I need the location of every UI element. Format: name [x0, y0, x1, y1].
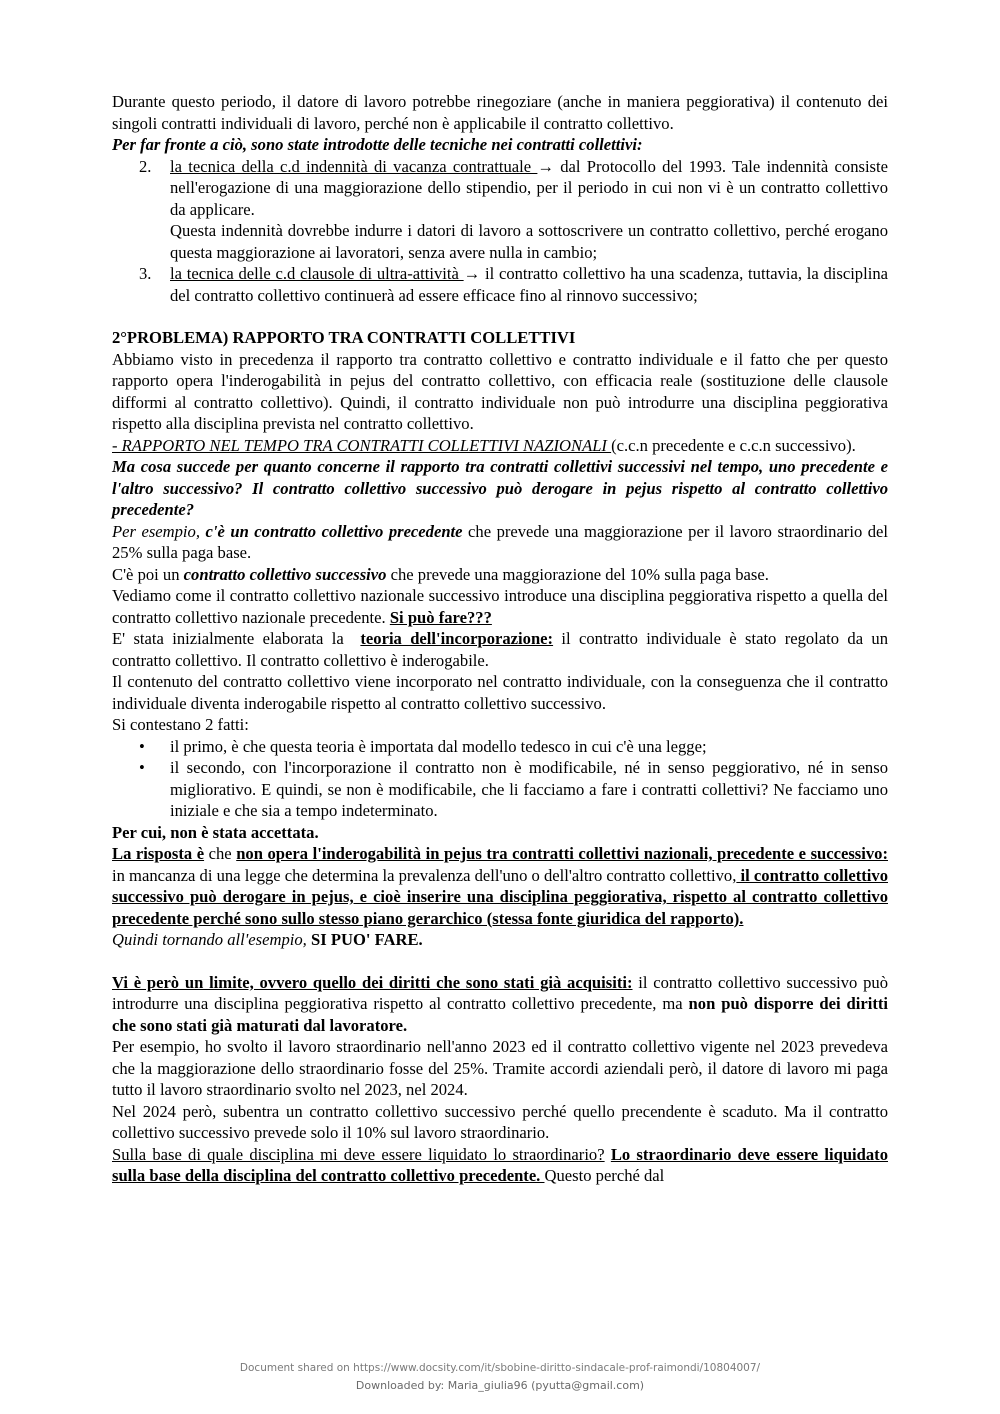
paragraph [112, 521, 888, 564]
item-text: il contratto collettivo ha una scadenza, tuttavia, la disciplina del contratto collettivo continuerà ad essere efficace fino al rinnovo successivo; [170, 264, 888, 305]
bullet-glyph: • [139, 758, 145, 777]
section-heading: 2°PROBLEMA) RAPPORTO TRA CONTRATTI COLLETTIVI [112, 328, 576, 347]
bold-underlined-text: Lo straordinario deve essere liquidato sulla base della disciplina del contratto collettivo precedente. [112, 1144, 889, 1185]
paragraph [112, 585, 888, 628]
paragraph [112, 435, 888, 457]
italic-text: Quindi tornando all'esempio, [112, 930, 311, 949]
bold-text: non può disporre dei diritti che sono stati già maturati dal lavoratore. [112, 994, 888, 1035]
bold-italic-text: contratto collettivo successivo [183, 564, 387, 584]
text: E' stata inizialmente elaborata la [112, 629, 361, 648]
paragraph: Nel 2024 però, subentra un contratto collettivo successivo perché quello precendente è scaduto. Ma il contratto collettivo successivo prevede solo il 10% sul lavoro straordinario. [112, 1101, 888, 1142]
bold-underlined-text: Vi è però un limite, ovvero quello dei diritti che sono stati già acquisiti: [112, 972, 633, 992]
underlined-text: la tecnica delle c.d clausole di ultra-attività [170, 264, 464, 283]
text: che prevede una maggiorazione per il lavoro straordinario del 25% sulla paga base. [112, 521, 889, 562]
item-text: il primo, è che questa teoria è importata dal modello tedesco in cui c'è una legge; [170, 736, 707, 756]
numbered-list-item [112, 263, 888, 306]
text: in mancanza di una legge che determina la prevalenza dell'uno o dell'altro contratto collettivo, [112, 865, 737, 885]
paragraph-bold: Per cui, non è stata accettata. [112, 822, 319, 842]
paragraph [112, 972, 888, 1037]
list-number: 3. [139, 264, 152, 283]
paragraph: Abbiamo visto in precedenza il rapporto tra contratto collettivo e contratto individuale e il fatto che per questo rapporto opera l'inderogabilità in pejus del contratto collettivo, con efficacia reale (sostituzione delle clausole difformi al contratto collettivo). Quindi, il contratto individuale non può introdurre una disciplina peggiorativa rispetto alla disciplina prevista nel contratto collettivo. [112, 349, 888, 433]
paragraph [112, 564, 888, 586]
bullet-list-item [112, 757, 888, 822]
paragraph: Durante questo periodo, il datore di lavoro potrebbe rinegoziare (anche in maniera peggiorativa) il contenuto dei singoli contratti individuali di lavoro, perché non è applicabile il contratto collettivo. [112, 92, 888, 133]
item-continuation: Questa indennità dovrebbe indurre i datori di lavoro a sottoscrivere un contratto collettivo, perché erogano questa maggiorazione ai lavoratori, senza avere nulla in cambio; [170, 221, 888, 262]
bold-underlined-text: il contratto collettivo successivo può derogare in pejus, e cioè inserire una disciplina peggiorativa, rispetto al contratto collettivo precedente perché sono sullo stesso piano gerarchico (stessa fonte giuridica del rapporto). [112, 865, 888, 928]
bold-underlined-text: La risposta è [112, 844, 205, 863]
text: che prevede una maggiorazione del 10% sulla paga base. [386, 564, 769, 584]
bold-text: SI PUO' FARE. [310, 930, 423, 949]
bullet-glyph: • [139, 736, 145, 756]
text: il contratto collettivo successivo può introdurre una disciplina peggiorativa rispetto al contratto collettivo precedente, ma [112, 972, 888, 1013]
arrow-glyph: → [463, 264, 481, 283]
text: Vediamo come il contratto collettivo nazionale successivo introduce una disciplina peggiorativa rispetto a quella del contratto collettivo nazionale precedente. [112, 586, 888, 627]
text: (c.c.n precedente e c.c.n successivo). [611, 435, 856, 455]
bullet-list-item [112, 736, 888, 758]
document-page [112, 91, 888, 1187]
blank-line [112, 951, 888, 972]
underlined-text: la tecnica della c.d indennità di vacanza contrattuale [170, 156, 538, 176]
paragraph [112, 929, 888, 951]
text: il contratto individuale è stato regolato da un contratto collettivo. Il contratto collettivo è inderogabile. [112, 629, 889, 670]
italic-underlined-text: - RAPPORTO NEL TEMPO TRA CONTRATTI COLLETTIVI NAZIONALI [112, 435, 612, 455]
arrow-glyph: → [537, 156, 554, 176]
paragraph: Il contenuto del contratto collettivo viene incorporato nel contratto individuale, con la conseguenza che il contratto individuale diventa inderogabile rispetto al contratto collettivo successivo. [112, 672, 888, 713]
paragraph: Si contestano 2 fatti: [112, 715, 249, 734]
paragraph [112, 843, 888, 929]
paragraph-bold-italic: Per far fronte a ciò, sono state introdotte delle tecniche nei contratti collettivi: [112, 135, 643, 154]
item-text: dal Protocollo del 1993. Tale indennità consiste nell'erogazione di una maggiorazione dello stipendio, per il periodo in cui non vi è un contratto collettivo da applicare. [170, 156, 888, 219]
paragraph: Per esempio, ho svolto il lavoro straordinario nell'anno 2023 ed il contratto collettivo vigente nel 2023 prevedeva che la maggiorazione dello straordinario fosse del 25%. Tramite accordi aziendali però, il datore di lavoro mi paga tutto il lavoro straordinario svolto nel 2023, nel 2024. [112, 1037, 888, 1099]
text: C'è poi un [112, 564, 184, 584]
numbered-list-item [112, 156, 888, 264]
paragraph [112, 628, 888, 671]
text: che [204, 844, 237, 863]
footer-downloaded-by: Downloaded by: Maria_giulia96 (pyutta@gmail.com) [355, 1379, 645, 1392]
paragraph [112, 1144, 888, 1187]
underlined-text: Sulla base di quale disciplina mi deve essere liquidato lo straordinario? [112, 1144, 605, 1164]
bold-italic-text: c'è un contratto collettivo precedente [205, 521, 463, 541]
paragraph-bold-italic: Ma cosa succede per quanto concerne il rapporto tra contratti collettivi successivi nel tempo, uno precedente e l'altro successivo? Il contratto collettivo successivo può derogare in pejus rispetto al contratto collettivo precedente? [112, 457, 888, 519]
item-text: il secondo, con l'incorporazione il contratto non è modificabile, né in senso peggiorativo, né in senso migliorativo. E quindi, se non è modificabile, che li facciamo a fare i contratti collettivi? Ne facciamo uno iniziale e che sia a tempo indeterminato. [170, 758, 888, 820]
footer-shared-link: Document shared on https://www.docsity.com/it/sbobine-diritto-sindacale-prof-raimondi/10804007/ [239, 1362, 761, 1374]
list-number: 2. [139, 156, 152, 176]
bold-underlined-text: teoria dell'incorporazione: [360, 629, 554, 648]
bold-underlined-text: Si può fare??? [389, 607, 492, 627]
italic-text: Per esempio, [112, 521, 206, 541]
text: Questo perché dal [544, 1166, 665, 1185]
bold-underlined-text: non opera l'inderogabilità in pejus tra contratti collettivi nazionali, precedente e successivo: [236, 844, 888, 863]
